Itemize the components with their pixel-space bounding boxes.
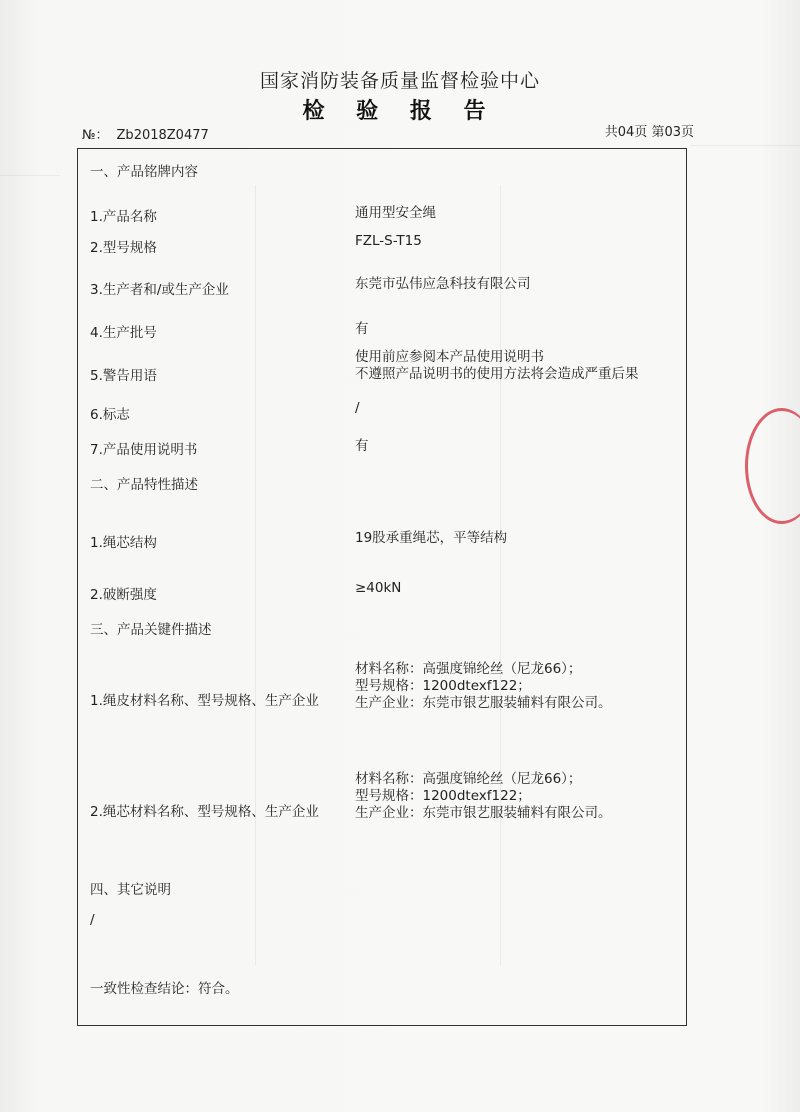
document-number-value: Zb2018Z0477 (116, 128, 209, 143)
other-notes-value: / (90, 912, 95, 928)
warning-line-1: 使用前应参阅本产品使用说明书 (355, 349, 544, 365)
seal-stamp (745, 408, 800, 524)
core-supplier: 生产企业：东莞市银艺服装辅料有限公司。 (355, 805, 612, 821)
field-value-sheath-material (355, 661, 612, 712)
field-value-product-name: 通用型安全绳 (355, 205, 436, 221)
field-value-model: FZL-S-T15 (355, 233, 422, 249)
report-title: 检 验 报 告 (302, 99, 498, 124)
sheath-material-name: 材料名称：高强度锦纶丝（尼龙66）； (355, 661, 582, 677)
core-model-spec: 型号规格：1200dtexf122； (355, 788, 531, 804)
field-label-sheath-material: 1.绳皮材料名称、型号规格、生产企业 (90, 693, 319, 709)
field-label-model: 2.型号规格 (90, 240, 157, 256)
field-value-core-structure: 19股承重绳芯，平等结构 (355, 530, 508, 546)
field-label-breaking-strength: 2.破断强度 (90, 587, 157, 603)
field-label-product-name: 1.产品名称 (90, 209, 157, 225)
sheath-model-spec: 型号规格：1200dtexf122； (355, 678, 531, 694)
section-heading-nameplate: 一、产品铭牌内容 (90, 164, 198, 180)
field-label-core-structure: 1.绳芯结构 (90, 535, 157, 551)
field-value-breaking-strength: ≥40kN (355, 580, 402, 596)
field-label-manual: 7.产品使用说明书 (90, 442, 198, 458)
field-label-warning: 5.警告用语 (90, 368, 157, 384)
page-info: 共04页 第03页 (604, 125, 694, 140)
document-number-label: №： (82, 128, 109, 143)
document-number (82, 124, 209, 143)
organization-name: 国家消防装备质量监督检验中心 (259, 70, 540, 92)
conformity-conclusion: 一致性检查结论：符合。 (90, 981, 239, 997)
warning-line-2: 不遵照产品说明书的使用方法将会造成严重后果 (355, 366, 639, 382)
field-label-batch: 4.生产批号 (90, 325, 157, 341)
field-value-batch: 有 (355, 321, 369, 337)
sheath-supplier: 生产企业：东莞市银艺服装辅料有限公司。 (355, 695, 612, 711)
bleed-through-line (690, 145, 800, 146)
section-heading-other: 四、其它说明 (90, 882, 171, 898)
field-value-marking: / (355, 400, 360, 416)
field-label-core-material: 2.绳芯材料名称、型号规格、生产企业 (90, 804, 319, 820)
section-heading-characteristics: 二、产品特性描述 (90, 477, 198, 493)
core-material-name: 材料名称：高强度锦纶丝（尼龙66）； (355, 771, 582, 787)
field-label-marking: 6.标志 (90, 407, 130, 423)
field-value-warning (355, 349, 639, 383)
field-value-manual: 有 (355, 438, 369, 454)
section-heading-key-parts: 三、产品关键件描述 (90, 622, 212, 638)
field-value-core-material (355, 771, 612, 822)
field-value-manufacturer: 东莞市弘伟应急科技有限公司 (355, 276, 531, 292)
field-label-manufacturer: 3.生产者和/或生产企业 (90, 282, 229, 298)
bleed-through-line (0, 175, 60, 176)
